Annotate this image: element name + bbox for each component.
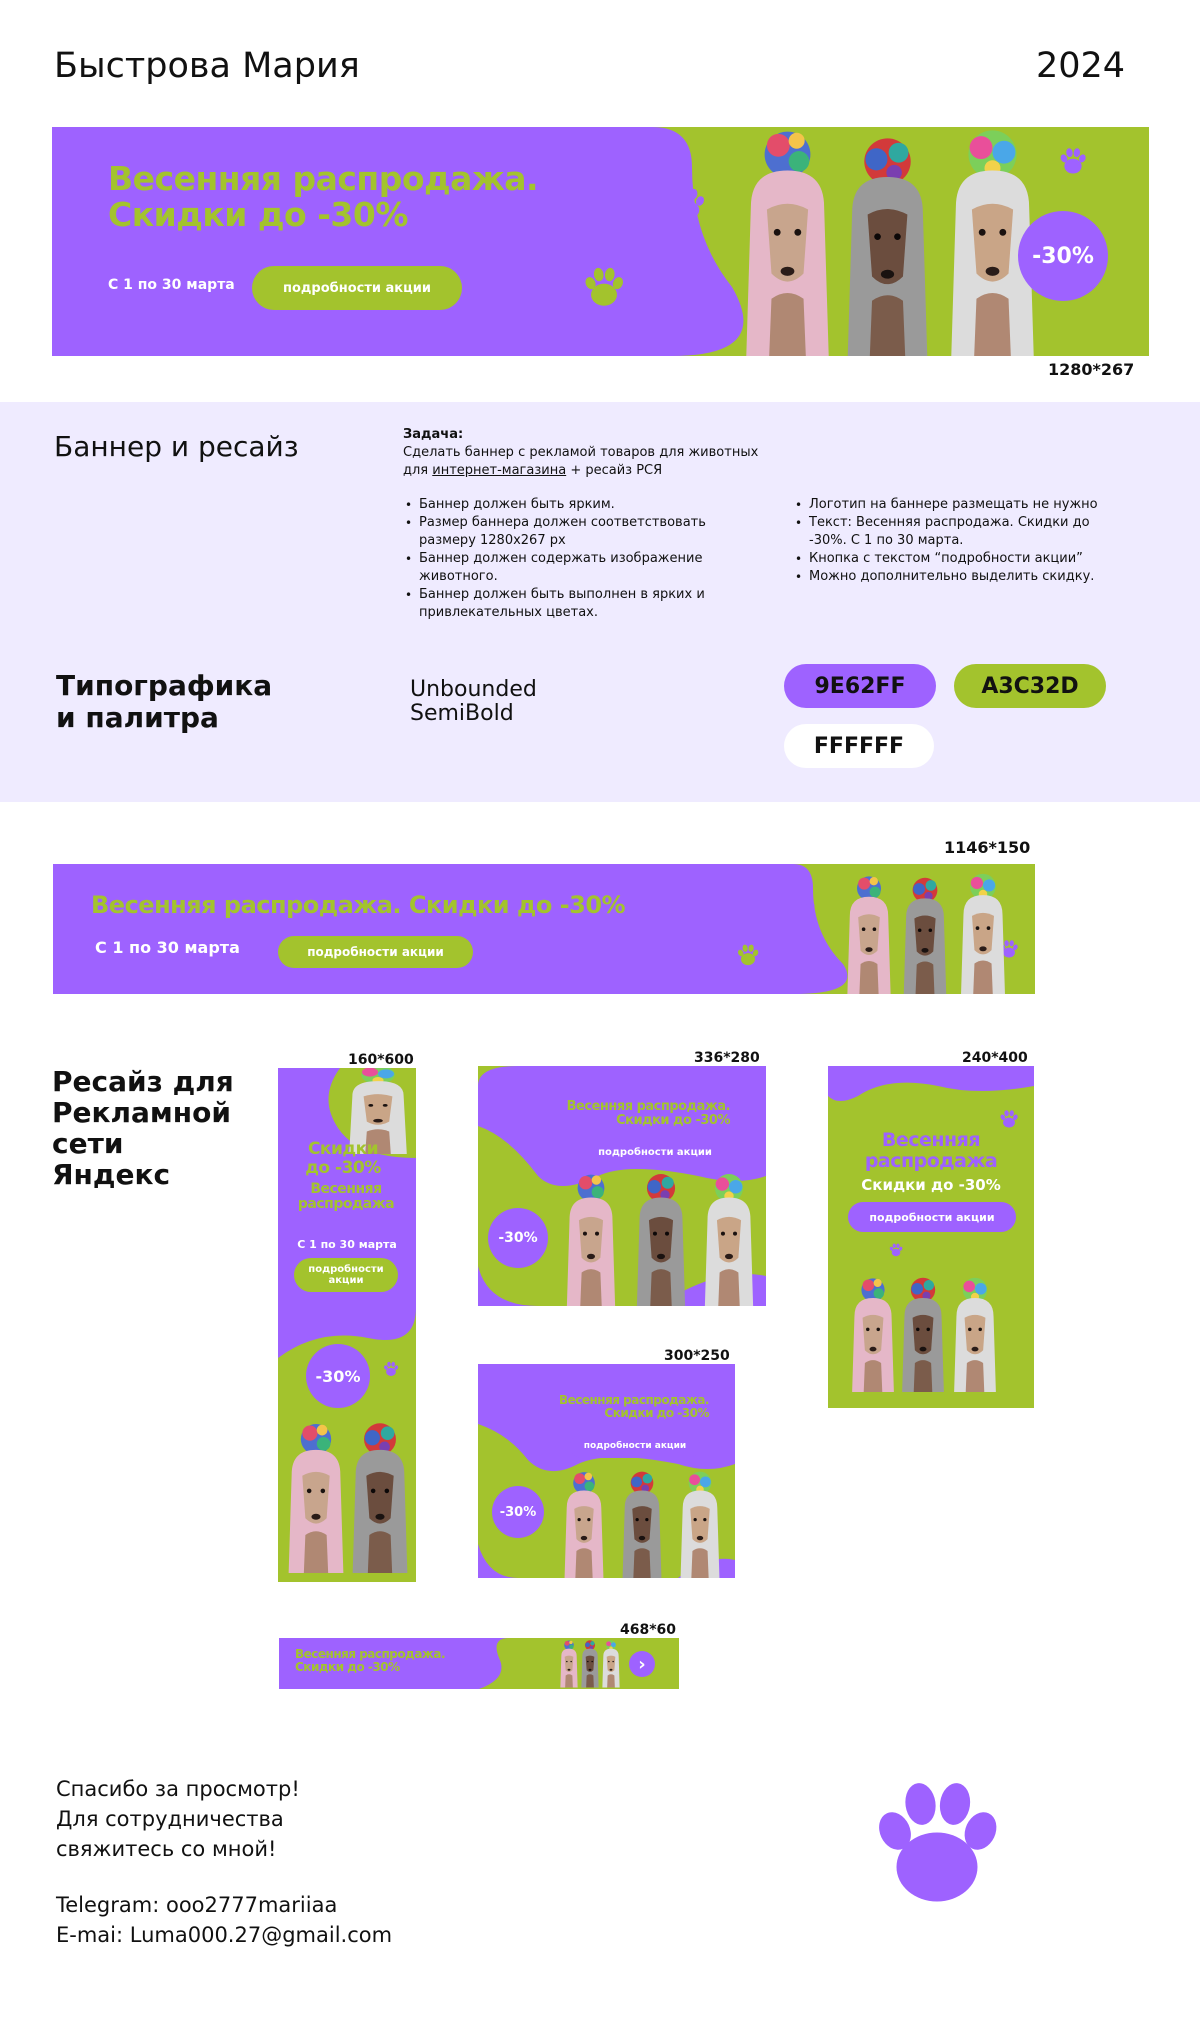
resize-heading-line4: Яндекс (52, 1158, 171, 1191)
banner-300-size: 300*250 (664, 1348, 730, 1364)
banner-468 (279, 1638, 679, 1689)
dog-in-knit-hat-photo (844, 1260, 1004, 1408)
resize-heading-line1: Ресайз для (52, 1065, 234, 1098)
banner-160-title (278, 1140, 408, 1177)
banner-300-discount-badge: -30% (492, 1486, 544, 1538)
paw-icon (382, 1360, 400, 1378)
list-item: • Текст: Весенняя распродажа. Скидки до -30%. С 1 по 30 марта. (793, 514, 1103, 550)
list-item: • Баннер должен быть ярким. (403, 496, 743, 514)
banner-160-title-line2: до -30% (305, 1157, 381, 1178)
font-name-line1: Unbounded (410, 677, 537, 702)
paw-icon (735, 942, 761, 968)
task-label: Задача: (403, 427, 464, 442)
dog-in-knit-hat-photo (838, 864, 1018, 994)
task-line1: Сделать баннер с рекламой товаров для животных (403, 445, 759, 460)
paw-icon (998, 1108, 1020, 1130)
banner-main-discount-badge: -30% (1018, 211, 1108, 301)
paw-icon (888, 1242, 904, 1258)
banner-300-title (559, 1394, 709, 1420)
banner-main (52, 127, 1149, 356)
paw-icon (793, 896, 817, 920)
banner-160-button[interactable] (294, 1258, 398, 1292)
typography-heading-line2: и палитра (56, 701, 219, 734)
banner-240-title-line2: распродажа (864, 1149, 998, 1172)
banner-468-title-line1: Весенняя распродажа. (295, 1647, 446, 1661)
banner-336-discount-badge: -30% (488, 1208, 548, 1268)
banner-wide-button[interactable]: подробности акции (278, 936, 473, 968)
banner-300 (478, 1364, 735, 1578)
banner-336-title-line2: Скидки до -30% (616, 1113, 730, 1129)
swatch-white: FFFFFF (784, 724, 934, 768)
task-description (403, 426, 823, 480)
chevron-right-icon[interactable]: › (629, 1651, 655, 1677)
dog-in-knit-hat-photo (554, 1470, 730, 1578)
font-name-line2: SemiBold (410, 701, 514, 726)
banner-300-title-line2: Скидки до -30% (604, 1406, 709, 1421)
thanks-line1: Спасибо за просмотр! (56, 1777, 300, 1801)
dog-in-knit-hat-photo (278, 1412, 416, 1582)
banner-300-button[interactable]: подробности акции (570, 1434, 700, 1458)
banner-160 (278, 1068, 416, 1582)
thanks-text (56, 1774, 300, 1864)
banner-wide (53, 864, 1035, 994)
banner-wide-dates: С 1 по 30 марта (95, 938, 240, 957)
banner-main-title (108, 161, 538, 234)
telegram-contact[interactable]: Telegram: ooo2777mariiaa (56, 1893, 338, 1917)
banner-468-title (295, 1648, 445, 1674)
contacts (56, 1890, 392, 1950)
task-section (0, 402, 1200, 802)
list-item: • Логотип на баннере размещать не нужно (793, 496, 1103, 514)
requirements-left (403, 496, 743, 622)
resize-heading (52, 1066, 234, 1190)
year: 2024 (1036, 46, 1126, 86)
banner-468-title-line2: Скидки до -30% (295, 1660, 400, 1675)
resize-heading-line2: Рекламной (52, 1096, 232, 1129)
banner-160-size: 160*600 (348, 1052, 414, 1068)
task-line2-prefix: для (403, 463, 433, 478)
typography-heading-line1: Типографика (56, 669, 273, 702)
banner-160-subtitle-line2: распродажа (297, 1196, 395, 1213)
banner-240-button[interactable]: подробности акции (848, 1202, 1016, 1232)
list-item: • Баннер должен содержать изображение животного. (403, 550, 743, 586)
banner-main-size: 1280*267 (1048, 360, 1135, 379)
resize-heading-line3: сети (52, 1127, 124, 1160)
list-item: • Кнопка с текстом “подробности акции” (793, 550, 1103, 568)
banner-160-button-line2: акции (328, 1275, 364, 1286)
banner-336-title (567, 1100, 730, 1129)
banner-main-title-line1: Весенняя распродажа. (108, 159, 539, 198)
email-contact[interactable]: E-mai: Luma000.27@gmail.com (56, 1923, 393, 1947)
banner-240 (828, 1066, 1034, 1408)
banner-336-size: 336*280 (694, 1050, 760, 1066)
thanks-line3: свяжитесь со мной! (56, 1837, 277, 1861)
banner-160-discount-badge: -30% (306, 1344, 370, 1408)
banner-336 (478, 1066, 766, 1306)
task-heading: Баннер и ресайз (54, 430, 299, 463)
list-item: • Можно дополнительно выделить скидку. (793, 568, 1103, 586)
banner-main-button[interactable]: подробности акции (252, 266, 462, 310)
banner-240-title-line1: Весенняя (881, 1129, 981, 1151)
banner-wide-size: 1146*150 (944, 838, 1031, 857)
author-name: Быстрова Мария (54, 46, 360, 86)
banner-160-dates: С 1 по 30 марта (297, 1238, 397, 1251)
banner-main-dates: С 1 по 30 марта (108, 277, 235, 293)
banner-336-button[interactable]: подробности акции (582, 1138, 728, 1166)
banner-main-title-line2: Скидки до -30% (108, 195, 408, 235)
banner-160-subtitle-line1: Весенняя (310, 1181, 382, 1197)
dog-in-knit-hat-photo (554, 1172, 766, 1306)
task-line2-suffix: + ресайз РСЯ (566, 463, 663, 478)
store-link[interactable]: интернет-магазина (432, 463, 567, 478)
banner-160-subtitle (278, 1182, 414, 1213)
paw-icon (862, 1768, 1012, 1918)
task-line2 (403, 462, 823, 480)
list-item: • Баннер должен быть выполнен в ярких и привлекательных цветах. (403, 586, 743, 622)
list-item: • Размер баннера должен соответствовать размеру 1280x267 px (403, 514, 743, 550)
banner-160-button-line1: подробности (308, 1264, 384, 1275)
swatch-purple: 9E62FF (784, 664, 936, 708)
typography-heading (56, 670, 272, 734)
paw-icon (580, 263, 628, 311)
banner-wide-title: Весенняя распродажа. Скидки до -30% (91, 891, 626, 919)
banner-240-subtitle: Скидки до -30% (861, 1176, 1001, 1194)
dog-in-knit-hat-photo (557, 1638, 623, 1689)
thanks-line2: Для сотрудничества (56, 1807, 284, 1831)
banner-240-title (828, 1130, 1034, 1172)
banner-468-size: 468*60 (620, 1622, 677, 1638)
font-name (410, 678, 537, 726)
requirements-right (793, 496, 1103, 586)
swatch-green: A3C32D (954, 664, 1106, 708)
paw-icon (670, 185, 708, 223)
banner-160-title-line1: Скидки (307, 1139, 379, 1159)
banner-300-title-line1: Весенняя распродажа. (558, 1393, 709, 1407)
banner-336-title-line1: Весенняя распродажа. (566, 1099, 730, 1114)
banner-240-size: 240*400 (962, 1050, 1028, 1066)
